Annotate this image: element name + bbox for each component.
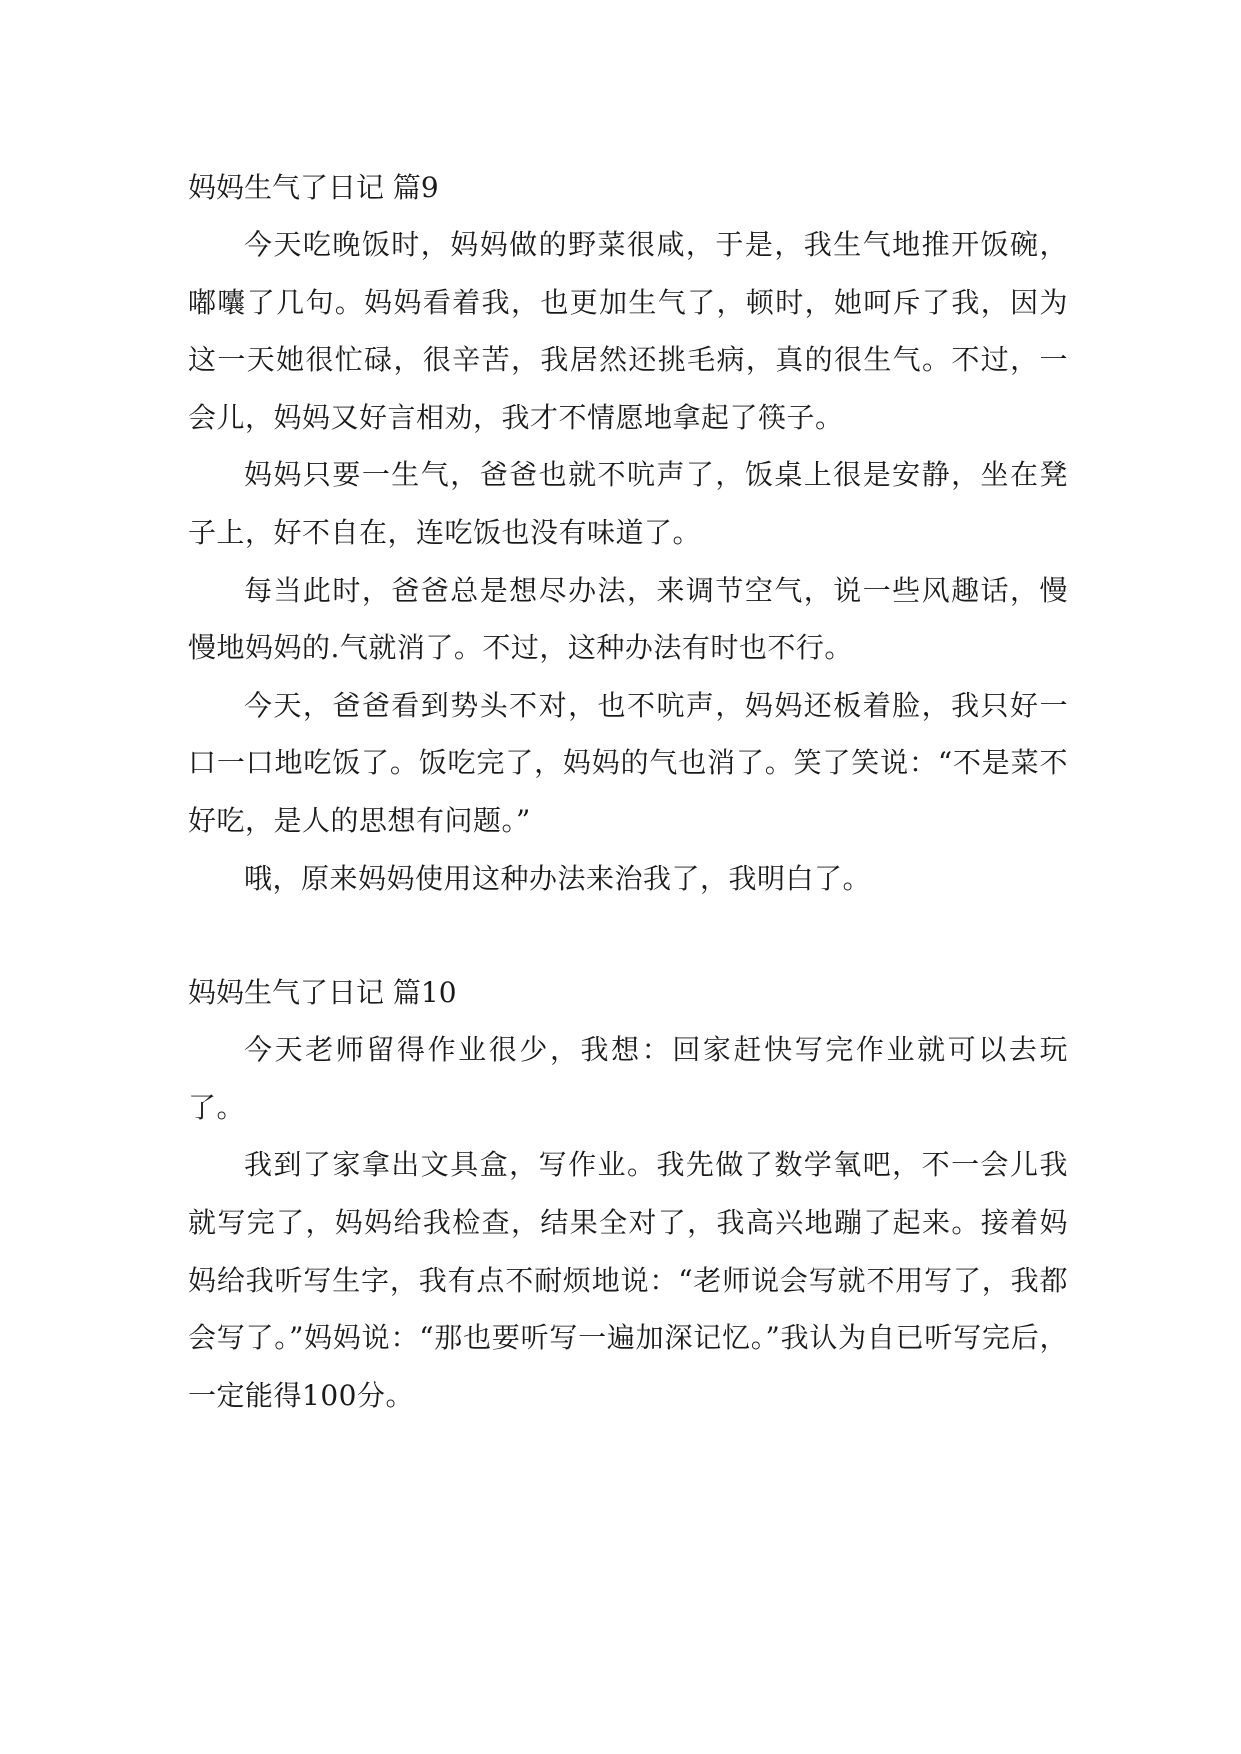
paragraph: 哦，原来妈妈使用这种办法来治我了，我明白了。	[244, 861, 872, 895]
section-title: 妈妈生气了日记 篇10	[188, 976, 457, 1010]
paragraph: 今天吃晚饭时，妈妈做的野菜很咸，于是，我生气地推开饭碗，嘟囔了几句。妈妈看着我，也更加生气了，顿时，她呵斥了我，因为这一天她很忙碌，很辛苦，我居然还挑毛病，真的很生气。不过，一会儿，妈妈又好言相劝，我才不情愿地拿起了筷子。	[188, 228, 1068, 434]
diary-section-10	[188, 965, 1068, 1424]
section-title: 妈妈生气了日记 篇9	[188, 171, 439, 204]
paragraph: 今天老师留得作业很少，我想：回家赶快写完作业就可以去玩了。	[188, 1033, 1068, 1124]
diary-section-9	[188, 160, 1068, 907]
document-page	[188, 160, 1068, 1424]
paragraph: 妈妈只要一生气，爸爸也就不吭声了，饭桌上很是安静，坐在凳子上，好不自在，连吃饭也没有味道了。	[188, 458, 1068, 549]
paragraph: 每当此时，爸爸总是想尽办法，来调节空气，说一些风趣话，慢慢地妈妈的.气就消了。不过，这种办法有时也不行。	[188, 573, 1068, 665]
paragraph: 我到了家拿出文具盒，写作业。我先做了数学氧吧，不一会儿我就写完了，妈妈给我检查，结果全对了，我高兴地蹦了起来。接着妈妈给我听写生字，我有点不耐烦地说：“老师说会写就不用写了，我都会写了。”妈妈说：“那也要听写一遍加深记忆。”我认为自已听写完后，一定能得100分。	[188, 1148, 1068, 1412]
paragraph: 今天，爸爸看到势头不对，也不吭声，妈妈还板着脸，我只好一口一口地吃饭了。饭吃完了，妈妈的气也消了。笑了笑说：“不是菜不好吃，是人的思想有问题。”	[188, 688, 1068, 837]
